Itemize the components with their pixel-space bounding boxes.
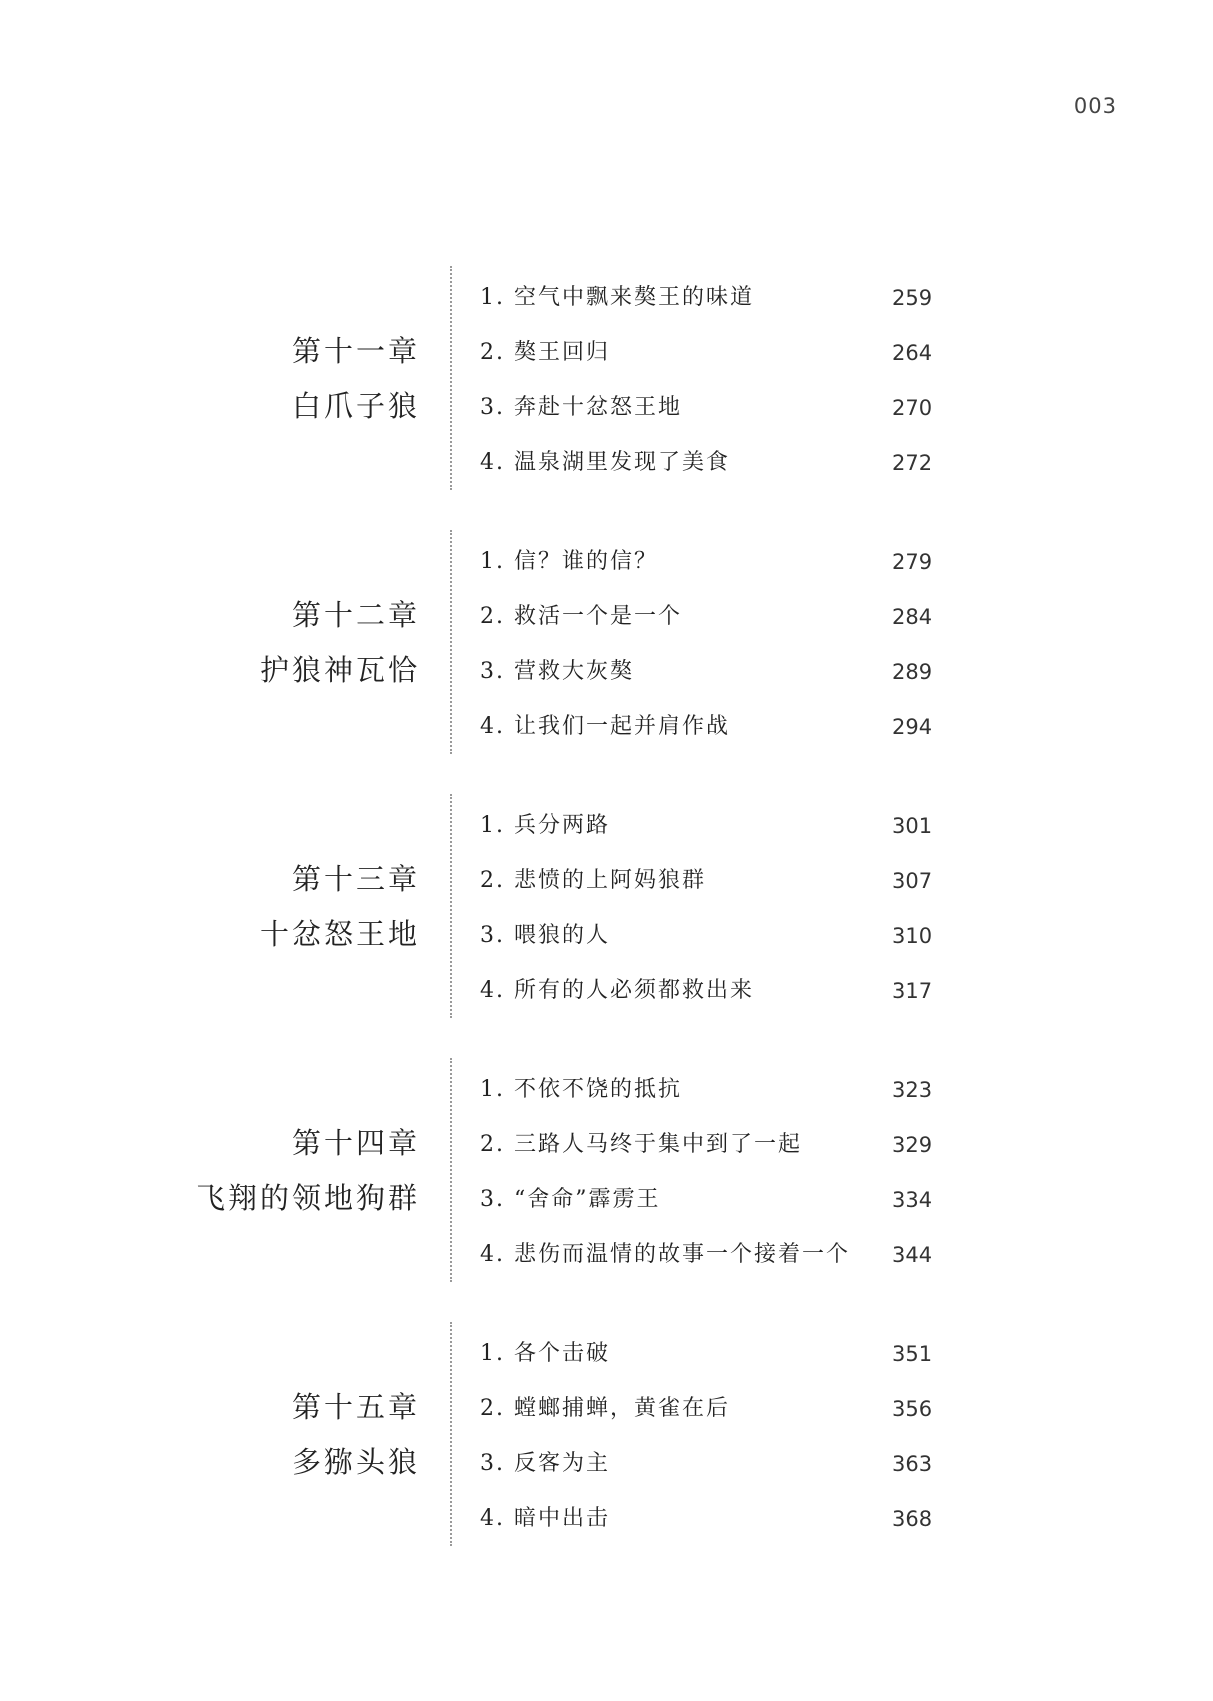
section-title: 4. 温泉湖里发现了美食 (480, 450, 730, 475)
section-page-number: 317 (892, 979, 933, 1003)
section-title: 3. 营救大灰獒 (480, 659, 634, 684)
page-number: 003 (1073, 94, 1117, 118)
section-title: 1. 各个击破 (480, 1341, 610, 1366)
chapter-heading (260, 588, 420, 698)
chapter-11 (0, 266, 1213, 530)
chapter-title: 十忿怒王地 (259, 917, 420, 951)
section-entry[interactable] (480, 1129, 940, 1184)
chapter-heading (292, 324, 420, 434)
section-page-number: 264 (892, 341, 933, 365)
section-title: 2. 悲愤的上阿妈狼群 (480, 868, 706, 893)
chapter-number: 第十四章 (291, 1126, 420, 1160)
chapter-heading (260, 852, 420, 962)
section-title: 1. 空气中飘来獒王的味道 (480, 285, 754, 310)
section-title: 4. 暗中出击 (480, 1506, 610, 1531)
chapter-15 (0, 1322, 1213, 1586)
section-entry[interactable] (480, 447, 940, 502)
section-list (480, 810, 940, 1030)
section-entry[interactable] (480, 865, 940, 920)
section-list (480, 546, 940, 766)
section-title: 2. 獒王回归 (480, 340, 610, 365)
section-entry[interactable] (480, 656, 940, 711)
dotted-divider (450, 530, 452, 754)
chapter-heading (292, 1380, 420, 1490)
section-title: 3. 反客为主 (480, 1451, 610, 1476)
section-page-number: 284 (892, 605, 933, 629)
section-page-number: 272 (892, 451, 933, 475)
section-page-number: 294 (892, 715, 933, 739)
section-title: 3. “舍命”霹雳王 (480, 1187, 661, 1212)
chapter-heading (196, 1116, 420, 1226)
section-entry[interactable] (480, 1393, 940, 1448)
section-list (480, 282, 940, 502)
chapter-number: 第十五章 (291, 1390, 420, 1424)
dotted-divider (450, 794, 452, 1018)
section-page-number: 363 (892, 1452, 933, 1476)
section-entry[interactable] (480, 1074, 940, 1129)
chapter-number: 第十三章 (291, 862, 420, 896)
section-title: 4. 所有的人必须都救出来 (480, 978, 754, 1003)
section-entry[interactable] (480, 282, 940, 337)
section-page-number: 334 (892, 1188, 933, 1212)
chapter-number: 第十一章 (291, 334, 420, 368)
section-page-number: 279 (892, 550, 933, 574)
section-entry[interactable] (480, 1184, 940, 1239)
section-title: 1. 兵分两路 (480, 813, 610, 838)
chapter-12 (0, 530, 1213, 794)
chapter-number: 第十二章 (291, 598, 420, 632)
section-page-number: 289 (892, 660, 933, 684)
section-page-number: 323 (892, 1078, 933, 1102)
section-entry[interactable] (480, 337, 940, 392)
chapter-14 (0, 1058, 1213, 1322)
section-entry[interactable] (480, 601, 940, 656)
section-list (480, 1074, 940, 1294)
section-title: 3. 喂狼的人 (480, 923, 610, 948)
section-title: 1. 信？谁的信？ (480, 549, 658, 574)
section-title: 2. 救活一个是一个 (480, 604, 682, 629)
section-entry[interactable] (480, 975, 940, 1030)
section-entry[interactable] (480, 1239, 940, 1294)
table-of-contents (0, 266, 1213, 1586)
section-title: 2. 三路人马终于集中到了一起 (480, 1132, 802, 1157)
chapter-13 (0, 794, 1213, 1058)
section-page-number: 356 (892, 1397, 933, 1421)
chapter-title: 白爪子狼 (291, 389, 420, 423)
chapter-title: 多猕头狼 (291, 1445, 420, 1479)
section-title: 1. 不依不饶的抵抗 (480, 1077, 682, 1102)
section-page-number: 307 (892, 869, 933, 893)
section-entry[interactable] (480, 392, 940, 447)
dotted-divider (450, 1322, 452, 1546)
section-page-number: 301 (892, 814, 933, 838)
section-page-number: 310 (892, 924, 933, 948)
section-title: 4. 悲伤而温情的故事一个接着一个 (480, 1242, 850, 1267)
section-title: 2. 螳螂捕蝉，黄雀在后 (480, 1396, 730, 1421)
section-list (480, 1338, 940, 1558)
section-entry[interactable] (480, 711, 940, 766)
section-entry[interactable] (480, 810, 940, 865)
section-entry[interactable] (480, 920, 940, 975)
section-page-number: 351 (892, 1342, 933, 1366)
section-entry[interactable] (480, 1338, 940, 1393)
dotted-divider (450, 1058, 452, 1282)
section-page-number: 344 (892, 1243, 933, 1267)
chapter-title: 护狼神瓦恰 (259, 653, 420, 687)
section-page-number: 329 (892, 1133, 933, 1157)
section-entry[interactable] (480, 1448, 940, 1503)
section-title: 4. 让我们一起并肩作战 (480, 714, 730, 739)
section-entry[interactable] (480, 1503, 940, 1558)
dotted-divider (450, 266, 452, 490)
section-page-number: 270 (892, 396, 933, 420)
section-entry[interactable] (480, 546, 940, 601)
section-page-number: 259 (892, 286, 933, 310)
chapter-title: 飞翔的领地狗群 (195, 1181, 420, 1215)
section-title: 3. 奔赴十忿怒王地 (480, 395, 682, 420)
section-page-number: 368 (892, 1507, 933, 1531)
